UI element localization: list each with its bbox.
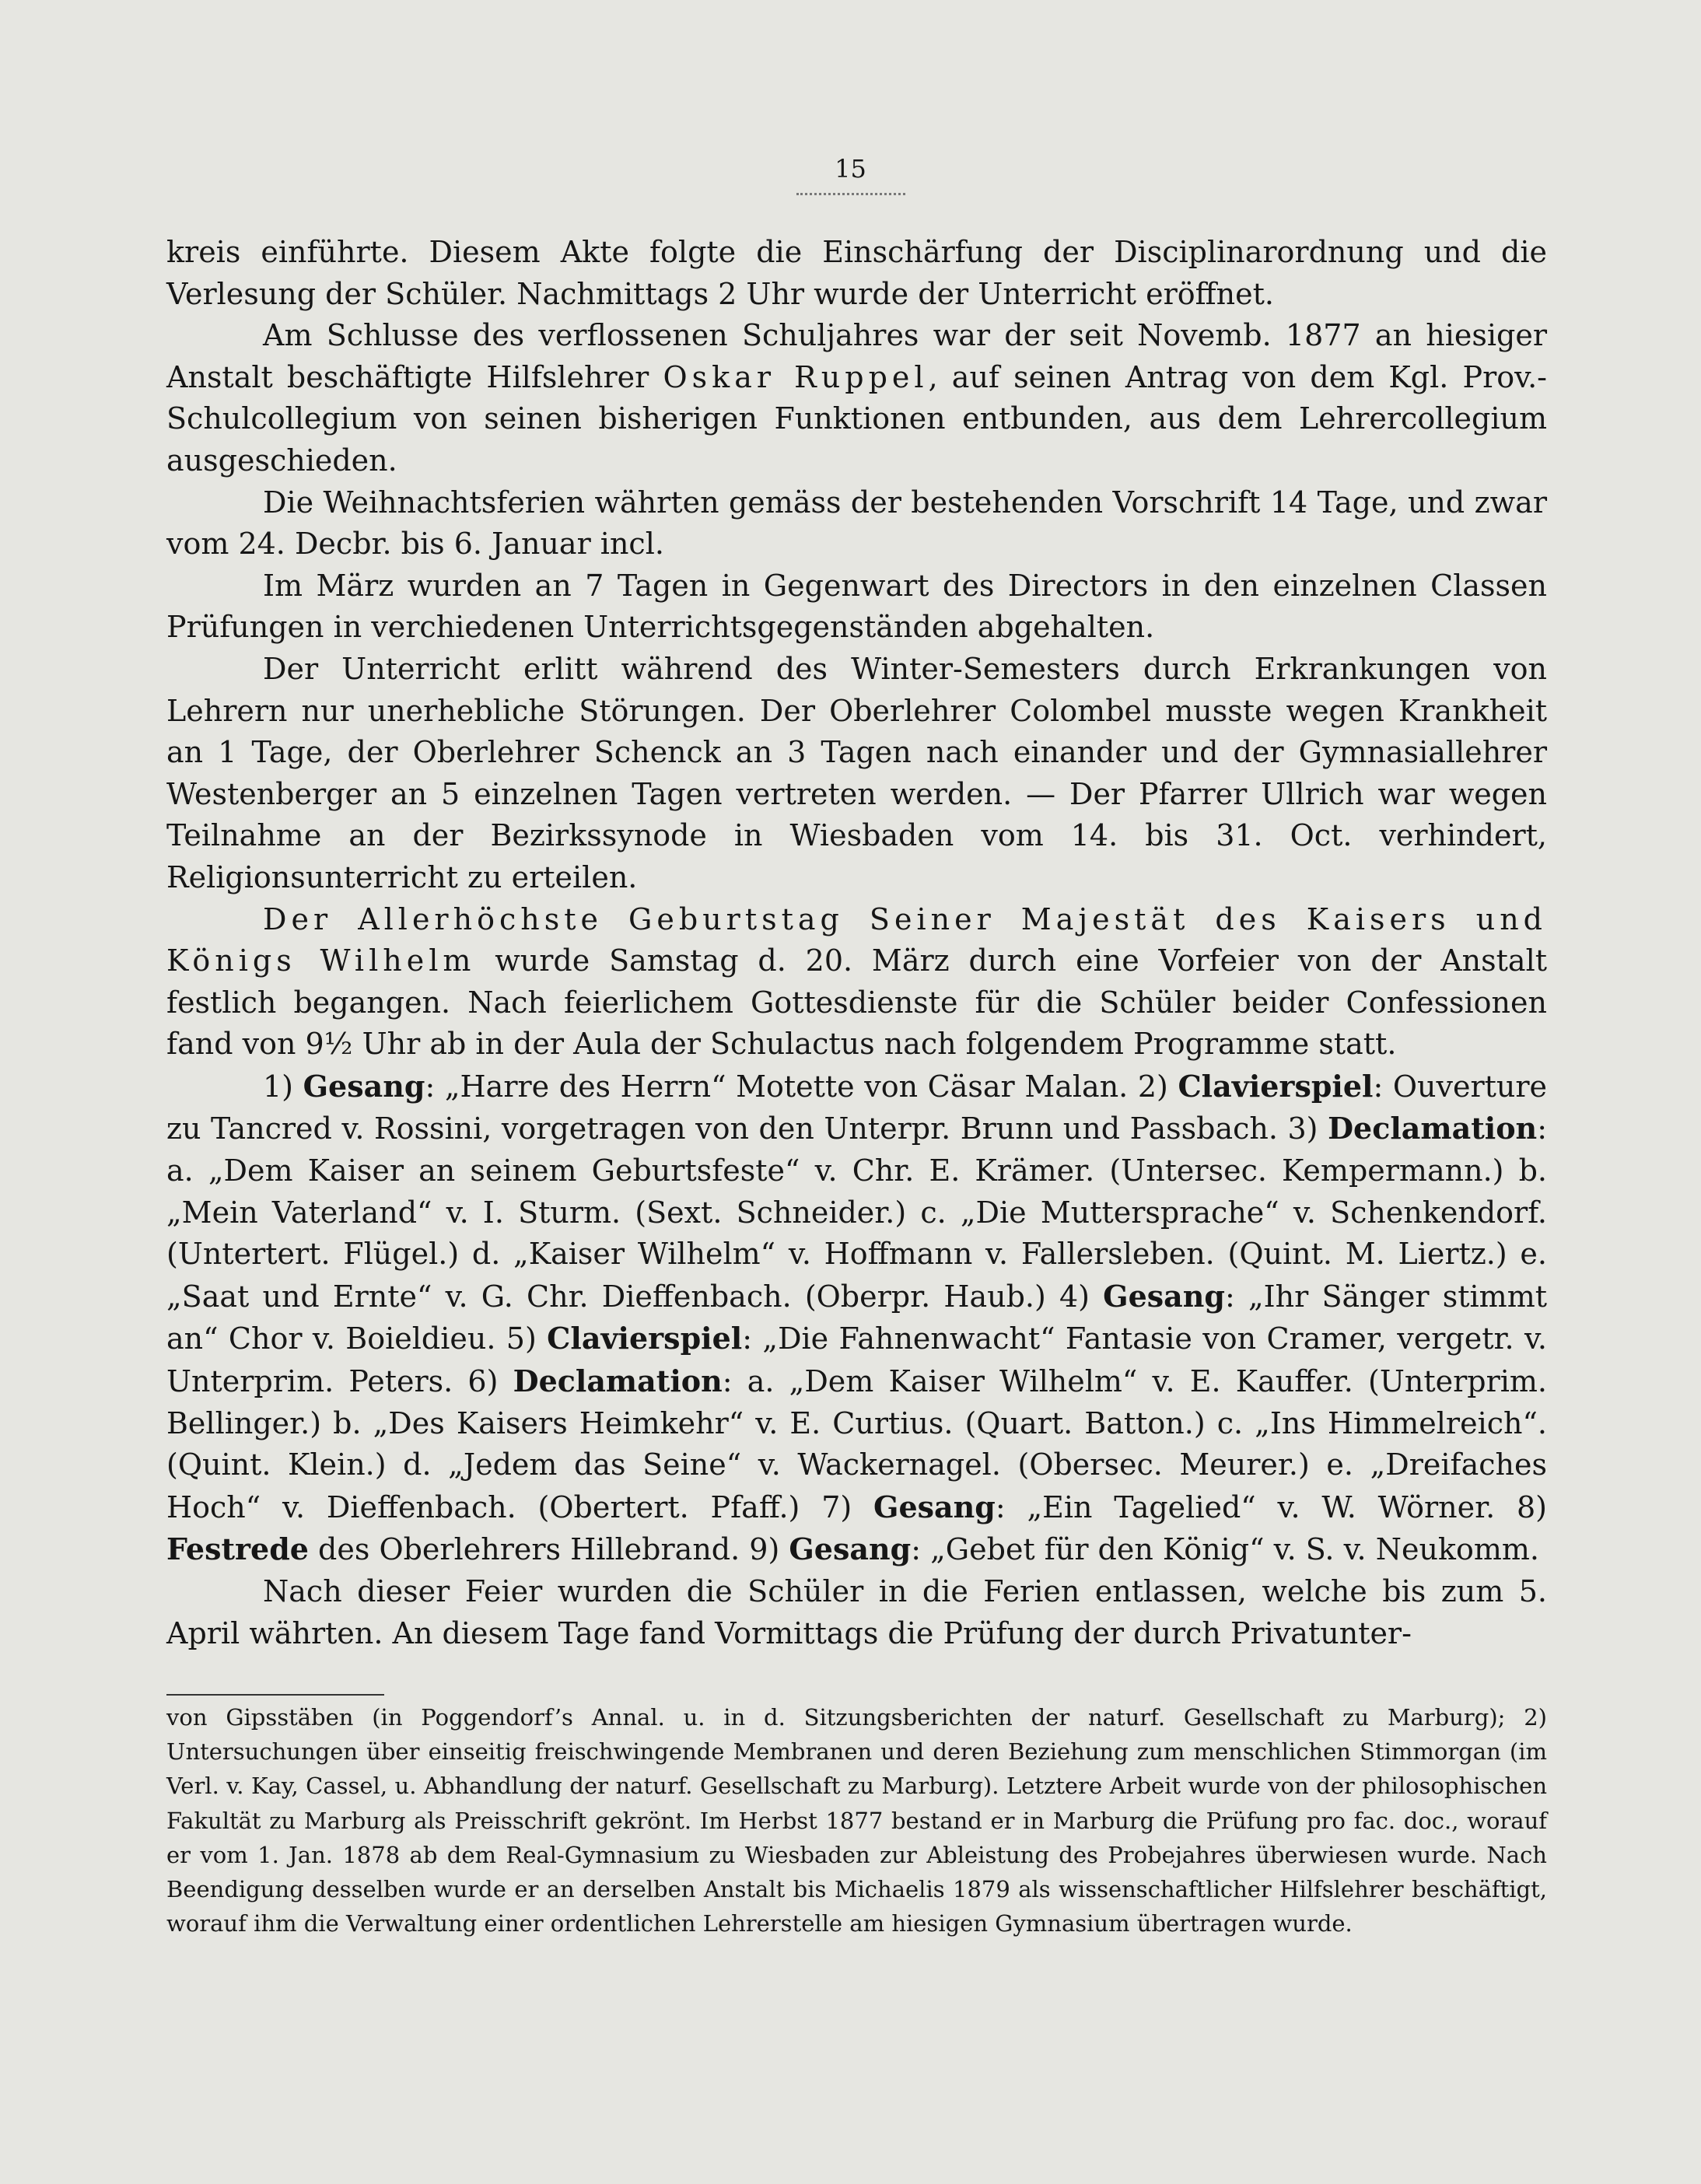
bold-term: Clavierspiel (1178, 1068, 1374, 1104)
bold-term: Gesang (789, 1531, 912, 1567)
spaced-name: Der Allerhöchste Geburtstag Seiner Majestät des Kaisers und Königs Wilhelm (166, 901, 1547, 978)
text-run: des Oberlehrers Hillebrand. 9) (308, 1532, 789, 1567)
paragraph: kreis einführte. Diesem Akte folgte die Einschärfung der Disciplinarordnung und die Verlesung der Schüler. Nachmittags 2 Uhr wurde der Unterricht eröffnet. (166, 235, 1547, 311)
text-run: : a. „Dem Kaiser Wilhelm“ v. E. Kauffer. (Unterprim. Bellinger.) b. „Des Kaisers Heimkehr“ v. E. Curtius. (Quart. Batton.) c. „Ins Himmelreich“. (Quint. Klein.) d. „Jedem das Seine“ v. Wackernagel. (Obersec. Meurer.) e. „Dreifaches Hoch“ v. Dieffenbach. (Obertert. Pfaff.) 7) (166, 1364, 1547, 1524)
paragraph (166, 315, 1547, 481)
text-run: : Ouverture zu Tancred v. Rossini, vorgetragen von den Unterpr. Brunn und Passbach. 3) (166, 1069, 1548, 1146)
text-run: , auf seinen Antrag von dem Kgl. Prov.-Schulcollegium von seinen bisherigen Funktionen entbunden, aus dem Lehrercollegium ausgeschieden. (166, 359, 1547, 478)
text-run: : „Ein Tagelied“ v. W. Wörner. 8) (995, 1489, 1548, 1524)
text-run: wurde Samstag d. 20. März durch eine Vorfeier von der Anstalt festlich begangen. Nach feierlichem Gottesdienste für die Schüler beider Confessionen fand von 9½ Uhr ab in der Aula der Schulactus nach folgendem Programme statt. (166, 943, 1548, 1062)
page-number-ornament (796, 187, 905, 195)
bold-term: Declamation (513, 1363, 723, 1399)
text-run: : a. „Dem Kaiser an seinem Geburtsfeste“ v. Chr. E. Krämer. (Untersec. Kempermann.) b. „Mein Vaterland“ v. I. Sturm. (Sext. Schneider.) c. „Die Muttersprache“ v. Schenkendorf. (Untertert. Flügel.) d. „Kaiser Wilhelm“ v. Hoffmann v. Fallersleben. (Quint. M. Liertz.) e. „Saat und Ernte“ v. G. Chr. Dieffenbach. (Oberpr. Haub.) 4) (166, 1111, 1547, 1314)
paragraph (166, 899, 1547, 1066)
page-number-text: 15 (835, 154, 866, 184)
bold-term: Festrede (166, 1531, 309, 1567)
bold-term: Gesang (1103, 1278, 1225, 1314)
footnote-rule (166, 1694, 384, 1696)
text-run: : „Die Fahnenwacht“ Fantasie von Cramer, vergetr. v. Unterprim. Peters. 6) (166, 1321, 1547, 1399)
paragraph: Der Unterricht erlitt während des Winter-Semesters durch Erkrankungen von Lehrern nur unerhebliche Störungen. Der Oberlehrer Colombel musste wegen Krankheit an 1 Tage, der Oberlehrer Schenck an 3 Tagen nach einander und der Gymnasiallehrer Westenberger an 5 einzelnen Tagen vertreten werden. — Der Pfarrer Ullrich war wegen Teilnahme an der Bezirkssynode in Wiesbaden vom 14. bis 31. Oct. verhindert, Religionsunterricht zu erteilen. (166, 651, 1547, 894)
footnote-text: von Gipsstäben (in Poggendorf’s Annal. u. in d. Sitzungsberichten der naturf. Gesellschaft zu Marburg); 2) Untersuchungen über einseitig freischwingende Membranen und deren Beziehung zum menschlichen Stimmorgan (im Verl. v. Kay, Cassel, u. Abhandlung der naturf. Gesellschaft zu Marburg). Letztere Arbeit wurde von der philosophischen Fakultät zu Marburg als Preisschrift gekrönt. Im Herbst 1877 bestand er in Marburg die Prüfung pro fac. doc., worauf er vom 1. Jan. 1878 ab dem Real-Gymnasium zu Wiesbaden zur Ableistung des Probejahres überwiesen wurde. Nach Beendigung desselben wurde er an derselben Anstalt bis Michaelis 1879 als wissenschaftlicher Hilfslehrer beschäftigt, worauf ihm die Verwaltung einer ordentlichen Lehrerstelle am hiesigen Gymnasium übertragen wurde. (166, 1704, 1547, 1937)
paragraph: Nach dieser Feier wurden die Schüler in die Ferien entlassen, welche bis zum 5. April währten. An diesem Tage fand Vormittags die Prüfung der durch Privatunter- (166, 1574, 1547, 1650)
page-number (0, 154, 1701, 195)
bold-term: Clavierspiel (547, 1321, 743, 1356)
paragraph: Im März wurden an 7 Tagen in Gegenwart des Directors in den einzelnen Classen Prüfungen in verchiedenen Unterrichtsgegenständen abgehalten. (166, 568, 1547, 645)
spaced-name: Oskar Ruppel (663, 359, 929, 394)
paragraph: Die Weihnachtsferien währten gemäss der bestehenden Vorschrift 14 Tage, und zwar vom 24. Decbr. bis 6. Januar incl. (166, 485, 1547, 562)
bold-term: Declamation (1328, 1111, 1538, 1146)
footnote (166, 1700, 1547, 1941)
body-text (166, 232, 1547, 1654)
bold-term: Gesang (873, 1489, 996, 1524)
text-run: : „Gebet für den König“ v. S. v. Neukomm. (911, 1532, 1539, 1567)
paragraph (166, 1066, 1547, 1571)
text-run: 1) (263, 1069, 303, 1104)
bold-term: Gesang (303, 1068, 425, 1104)
text-run: : „Ihr Sänger stimmt an“ Chor v. Boieldieu. 5) (166, 1279, 1548, 1356)
text-run: : „Harre des Herrn“ Motette von Cäsar Malan. 2) (425, 1069, 1178, 1104)
text-run: Am Schlusse des verflossenen Schuljahres war der seit Novemb. 1877 an hiesiger Anstalt beschäftigte Hilfslehrer (166, 318, 1547, 394)
